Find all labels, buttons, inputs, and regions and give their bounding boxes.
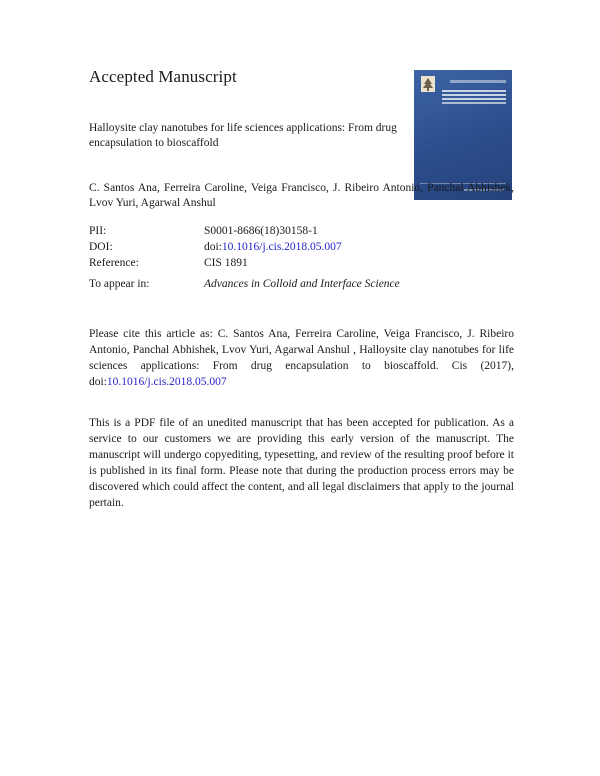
reference-label: Reference:	[89, 257, 139, 269]
citation-text: Please cite this article as: C. Santos Ana, Ferreira Caroline, Veiga Francisco, J. Ribeiro Antonio, Panchal Abhishek, Lvov Yuri, Agarwal Anshul , Halloysite clay nanotubes for life sciences applications: From drug encapsulation to bioscaffold. Cis (2017),	[89, 328, 514, 372]
doi-label: DOI:	[89, 241, 113, 253]
doi-prefix: doi:	[204, 241, 222, 253]
elsevier-logo-icon	[421, 76, 435, 92]
citation-paragraph	[89, 326, 514, 390]
manuscript-notice: This is a PDF file of an unedited manuscript that has been accepted for publication. As a service to our customers we are providing this early version of the manuscript. The manuscript will undergo copyediting, typesetting, and review of the resulting proof before it is published in its final form. Please note that during the production process errors may be discovered which could affect the content, and all legal disclaimers that apply to the journal pertain.	[89, 417, 514, 509]
author-list: C. Santos Ana, Ferreira Caroline, Veiga Francisco, J. Ribeiro Antonio, Panchal Abhishek, Lvov Yuri, Agarwal Anshul	[89, 182, 514, 209]
doi-link[interactable]: 10.1016/j.cis.2018.05.007	[221, 241, 342, 253]
reference-value: CIS 1891	[204, 257, 248, 269]
journal-name: Advances in Colloid and Interface Science	[204, 278, 400, 290]
pii-label: PII:	[89, 225, 107, 237]
appear-in-label: To appear in:	[89, 278, 150, 290]
document-label: Accepted Manuscript	[89, 67, 237, 86]
article-title: Halloysite clay nanotubes for life sciences applications: From drug encapsulation to bioscaffold	[89, 122, 397, 149]
citation-doi-prefix: doi:	[89, 376, 107, 388]
doi-value-group	[204, 240, 342, 255]
cover-journal-title	[442, 90, 506, 92]
cover-publisher-mark	[450, 80, 506, 83]
pii-value: S0001-8686(18)30158-1	[204, 225, 318, 237]
citation-doi-link[interactable]: 10.1016/j.cis.2018.05.007	[106, 376, 227, 388]
